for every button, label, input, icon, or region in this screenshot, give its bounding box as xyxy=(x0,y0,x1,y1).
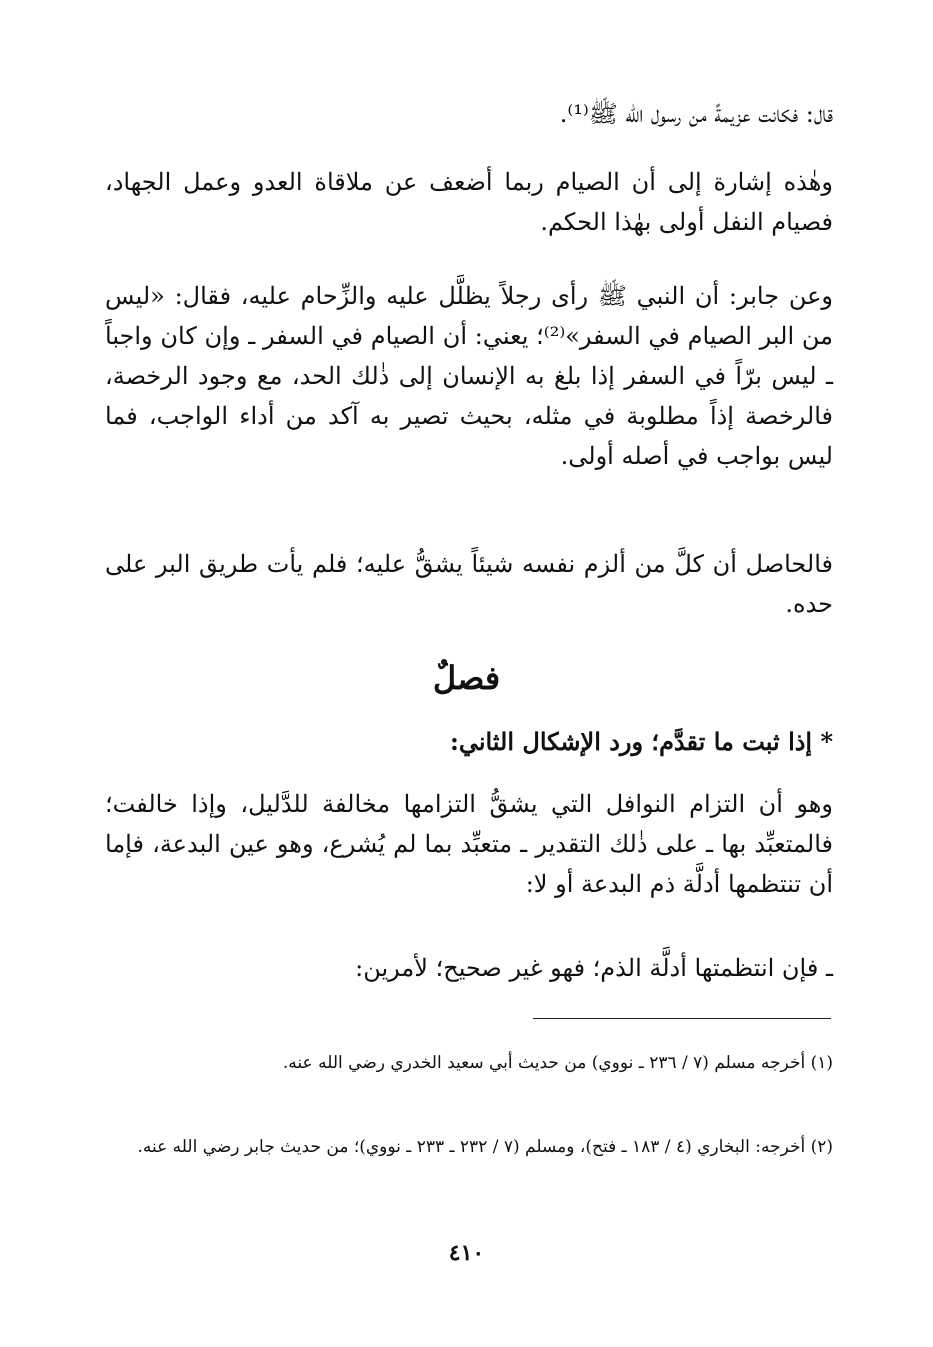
paragraph-1 xyxy=(105,94,871,134)
paragraph-4 xyxy=(105,544,871,624)
paragraph-6 xyxy=(105,784,871,904)
paragraph-7 xyxy=(105,948,893,988)
paragraph-text: قال: فكانت عزيمةً من رسول الله ﷺ⁽¹⁾. xyxy=(559,100,833,128)
footnote-2 xyxy=(105,1130,871,1164)
footnote-divider xyxy=(533,1018,831,1019)
paragraph-text: وهو أن التزام النوافل التي يشقُّ التزامها مخالفة للدَّليل، وإذا خالفت؛ فالمتعبِّد بها ـ على ذٰلك التقدير ـ متعبِّد بما لم يُشرع، وهو عين البدعة، فإما أن تنتظمها أدلَّة ذم البدعة أو لا: xyxy=(105,790,833,898)
paragraph-text: وعن جابر: أن النبي ﷺ رأى رجلاً يظلَّل عليه والزِّحام عليه، فقال: «ليس من البر الصيام في السفر»⁽²⁾؛ يعني: أن الصيام في السفر ـ وإن كان واجباً ـ ليس برّاً في السفر إذا بلغ به الإنسان إلى ذٰلك الحد، مع وجود الرخصة، فالرخصة إذاً مطلوبة في مثله، بحيث تصير به آكد من أداء الواجب، فما ليس بواجب في أصله أولى. xyxy=(105,282,834,470)
paragraph-text: وهٰذه إشارة إلى أن الصيام ربما أضعف عن ملاقاة العدو وعمل الجهاد، فصيام النفل أولى بهٰذا الحكم. xyxy=(105,168,833,236)
page-number: ٤١٠ xyxy=(448,1240,485,1266)
paragraph-text: * إذا ثبت ما تقدَّم؛ ورد الإشكال الثاني: xyxy=(449,727,833,756)
paragraph-2 xyxy=(105,162,871,242)
footnote-text: (٢) أخرجه: البخاري (٤ / ١٨٣ ـ فتح)، ومسلم (٧ / ٢٣٢ ـ ٢٣٣ ـ نووي)؛ من حديث جابر رضي الله عنه. xyxy=(137,1137,833,1157)
paragraph-text: فالحاصل أن كلَّ من ألزم نفسه شيئاً يشقُّ عليه؛ فلم يأت طريق البر على حده. xyxy=(105,550,833,618)
section-intro xyxy=(105,722,871,762)
footnote-1 xyxy=(105,1046,871,1080)
paragraph-3 xyxy=(105,276,871,476)
paragraph-text: ـ فإن انتظمتها أدلَّة الذم؛ فهو غير صحيح؛ لأمرين: xyxy=(355,954,833,982)
footnote-text: (١) أخرجه مسلم (٧ / ٢٣٦ ـ نووي) من حديث أبي سعيد الخدري رضي الله عنه. xyxy=(282,1053,833,1073)
section-heading: فصلٌ xyxy=(432,659,501,697)
